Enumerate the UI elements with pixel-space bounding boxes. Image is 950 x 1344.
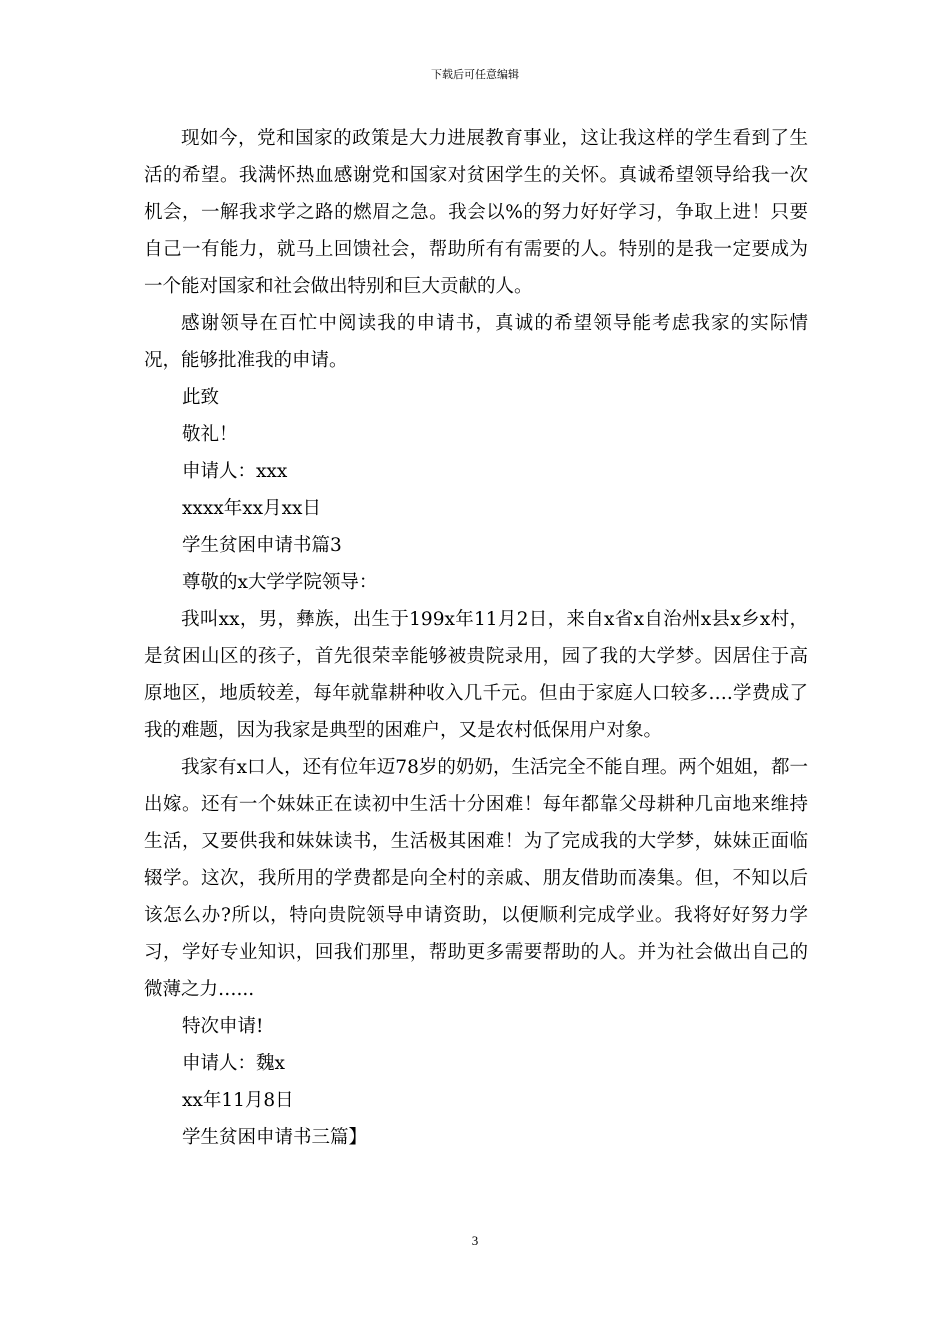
section-title: 学生贫困申请书篇3 (182, 535, 342, 556)
salutation-line: 尊敬的x大学学院领导： (182, 572, 378, 593)
closing-line: 特次申请! (182, 1016, 264, 1037)
applicant-line: 申请人：魏x (182, 1053, 285, 1074)
page-number: 3 (471, 1233, 479, 1248)
closing-line: 此致 (182, 387, 220, 408)
document-body (144, 120, 808, 1156)
paragraph: 现如今，党和国家的政策是大力进展教育事业，这让我这样的学生看到了生活的希望。我满怀热血感谢党和国家对贫困学生的关怀。真诚希望领导给我一次机会，一解我求学之路的燃眉之急。我会以%的努力好好学习，争取上进！只要自己一有能力，就马上回馈社会，帮助所有有需要的人。特别的是我一定要成为一个能对国家和社会做出特别和巨大贡献的人。 (144, 128, 808, 297)
applicant-line: 申请人：xxx (182, 461, 288, 482)
paragraph: 感谢领导在百忙中阅读我的申请书，真诚的希望领导能考虑我家的实际情况，能够批准我的申请。 (144, 313, 808, 371)
paragraph: 我家有x口人，还有位年迈78岁的奶奶，生活完全不能自理。两个姐姐，都一出嫁。还有一个妹妹正在读初中生活十分困难！每年都靠父母耕种几亩地来维持生活，又要供我和妹妹读书，生活极其困难！为了完成我的大学梦，妹妹正面临辍学。这次，我所用的学费都是向全村的亲戚、朋友借助而凑集。但，不知以后该怎么办?所以，特向贵院领导申请资助，以便顺利完成学业。我将好好努力学习，学好专业知识，回我们那里，帮助更多需要帮助的人。并为社会做出自己的微薄之力…... (144, 757, 808, 1000)
closing-line: 敬礼！ (182, 424, 238, 445)
paragraph: 我叫xx，男，彝族，出生于199x年11月2日，来自x省x自治州x县x乡x村，是贫困山区的孩子，首先很荣幸能够被贵院录用，园了我的大学梦。因居住于高原地区，地质较差，每年就靠耕种收入几千元。但由于家庭人口较多….学费成了我的难题，因为我家是典型的困难户，又是农村低保用户对象。 (144, 609, 808, 741)
date-line: xxxx年xx月xx日 (182, 498, 321, 519)
date-line: xx年11月8日 (182, 1090, 294, 1111)
section-title: 学生贫困申请书三篇】 (182, 1127, 368, 1148)
page-header: 下载后可任意编辑 (431, 68, 519, 81)
